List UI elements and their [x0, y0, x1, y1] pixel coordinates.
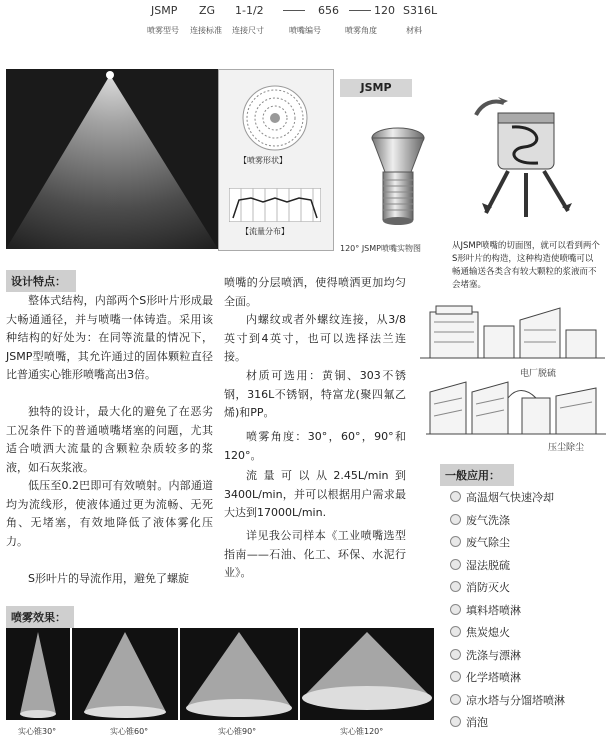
code-label: 连接标准 — [190, 26, 222, 35]
application-item — [466, 692, 565, 708]
feature-paragraph: S形叶片的导流作用，避免了螺旋 — [28, 572, 189, 585]
application-item — [466, 579, 510, 595]
code-part-standard: ZG — [199, 4, 216, 17]
bullet-icon — [450, 536, 461, 547]
feature-paragraph: 独特的设计，最大化的避免了在恶劣工况条件下的普通喷嘴堵塞的问题，尤其适合喷洒大流量的含颗粒杂质较多的浆液，如石灰浆液。 — [6, 405, 213, 474]
spray-cone-caption: 实心锥60° — [110, 727, 149, 736]
code-part-size: 1-1/2 — [235, 4, 264, 17]
applications-heading: 一般应用： — [440, 464, 514, 486]
spray-cone-caption: 实心锥30° — [18, 727, 57, 736]
diagram-panel — [218, 69, 334, 251]
power-plant-caption: 电厂脱硫 — [520, 369, 557, 379]
spray-cone-caption: 实心锥90° — [218, 727, 257, 736]
spray-effects-heading: 喷雾效果： — [6, 606, 74, 628]
feature-paragraph: 材质可选用：黄铜、303不锈钢，316L不锈钢，特富龙(聚四氟乙烯)和PP。 — [224, 369, 406, 419]
feature-paragraph: 喷嘴的分层喷洒，使得喷洒更加均匀全面。 — [224, 276, 406, 308]
application-item — [466, 669, 521, 685]
product-tag: JSMP — [340, 79, 412, 97]
code-part-material: S316L — [403, 4, 438, 17]
code-part-number: 656 — [318, 4, 339, 17]
nozzle-photo — [363, 124, 433, 234]
spray-cone-image — [72, 628, 178, 720]
dust-removal-illustration — [426, 378, 606, 438]
application-label: 废气洗涤 — [466, 513, 510, 527]
bullet-icon — [450, 671, 461, 682]
bullet-icon — [450, 649, 461, 660]
application-label: 消泡 — [466, 716, 488, 729]
power-plant-illustration — [420, 300, 605, 368]
code-label: 材料 — [406, 26, 422, 35]
application-item — [466, 489, 554, 505]
spray-cone-image — [300, 628, 434, 720]
spray-cone-60 — [72, 628, 178, 720]
code-part-type: JSMP — [151, 4, 178, 17]
feature-paragraph: 详见我公司样本《工业喷嘴选型指南——石油、化工、环保、水泥行业》。 — [224, 529, 406, 579]
application-label: 消防灭火 — [466, 581, 510, 594]
application-item — [466, 557, 510, 573]
spray-cone-30 — [6, 628, 70, 720]
application-item — [466, 647, 521, 663]
application-label: 湿法脱硫 — [466, 558, 510, 572]
bullet-icon — [450, 581, 461, 592]
flow-distribution-label: 【流量分布】 — [241, 227, 289, 236]
code-dash — [349, 10, 371, 11]
application-label: 凉水塔与分馏塔喷淋 — [466, 693, 565, 707]
cutaway-caption: 从JSMP喷嘴的切面图，就可以看到两个S形叶片的构造，这种构造使喷嘴可以畅通输送各类含有较大颗粒的浆液而不会堵塞。 — [452, 241, 600, 290]
bullet-icon — [450, 514, 461, 525]
application-label: 洗涤与漂淋 — [466, 648, 521, 662]
feature-paragraph: 内螺纹或者外螺纹连接，从3/8英寸到4英寸，也可以选择法兰连接。 — [224, 313, 406, 363]
bullet-icon — [450, 559, 461, 570]
application-label: 高温烟气快速冷却 — [466, 491, 554, 504]
application-label: 化学塔喷淋 — [466, 671, 521, 684]
spray-cone-90 — [180, 628, 298, 720]
spray-photo-image — [6, 69, 218, 249]
bullet-icon — [450, 604, 461, 615]
features-heading: 设计特点： — [6, 270, 76, 292]
feature-paragraph: 低压至0.2巴即可有效喷射。内部通道均为流线形，使液体通过更为流畅、无死角、无堵塞，有效地降低了液体雾化压力。 — [6, 479, 213, 548]
application-label: 焦炭熄火 — [466, 626, 510, 639]
nozzle-photo-caption: 120° JSMP喷嘴实物图 — [340, 244, 421, 253]
bullet-icon — [450, 491, 461, 502]
spray-cone-image — [6, 628, 70, 720]
code-label: 连接尺寸 — [232, 26, 264, 35]
feature-paragraph: 喷雾角度：30°，60°，90°和120°。 — [224, 430, 406, 462]
dust-removal-caption: 压尘除尘 — [548, 443, 585, 453]
bullet-icon — [450, 626, 461, 637]
application-item — [466, 512, 510, 528]
spray-shape-label: 【喷雾形状】 — [239, 156, 287, 165]
spray-cone-image — [180, 628, 298, 720]
application-label: 废气除尘 — [466, 536, 510, 549]
application-item — [466, 602, 521, 618]
flow-distribution-diagram — [229, 188, 321, 222]
application-item — [466, 714, 488, 730]
spray-cone-120 — [300, 628, 434, 720]
application-item — [466, 624, 510, 640]
spray-photo — [6, 69, 218, 249]
application-item — [466, 534, 510, 550]
code-label: 喷雾角度 — [345, 26, 377, 35]
code-label: 喷雾型号 — [147, 26, 179, 35]
bullet-icon — [450, 694, 461, 705]
bullet-icon — [450, 716, 461, 727]
code-label: 喷嘴编号 — [289, 26, 321, 35]
spray-shape-diagram — [241, 84, 309, 152]
code-part-angle: 120 — [374, 4, 395, 17]
spray-cone-caption: 实心锥120° — [340, 727, 384, 736]
cutaway-illustration — [468, 95, 588, 225]
feature-paragraph: 整体式结构，内部两个S形叶片形成最大畅通通径，并与喷嘴一体铸造。采用该种结构的好处为：在同等流量的情况下，JSMP型喷嘴，其允许通过的固体颗粒直径比普通实心锥形喷嘴高出3倍。 — [6, 294, 213, 381]
code-dash — [283, 10, 305, 11]
feature-paragraph: 流量可以从2.45L/min到3400L/min，并可以根据用户需求最大达到17000L/min. — [224, 469, 406, 519]
application-label: 填料塔喷淋 — [466, 603, 521, 617]
